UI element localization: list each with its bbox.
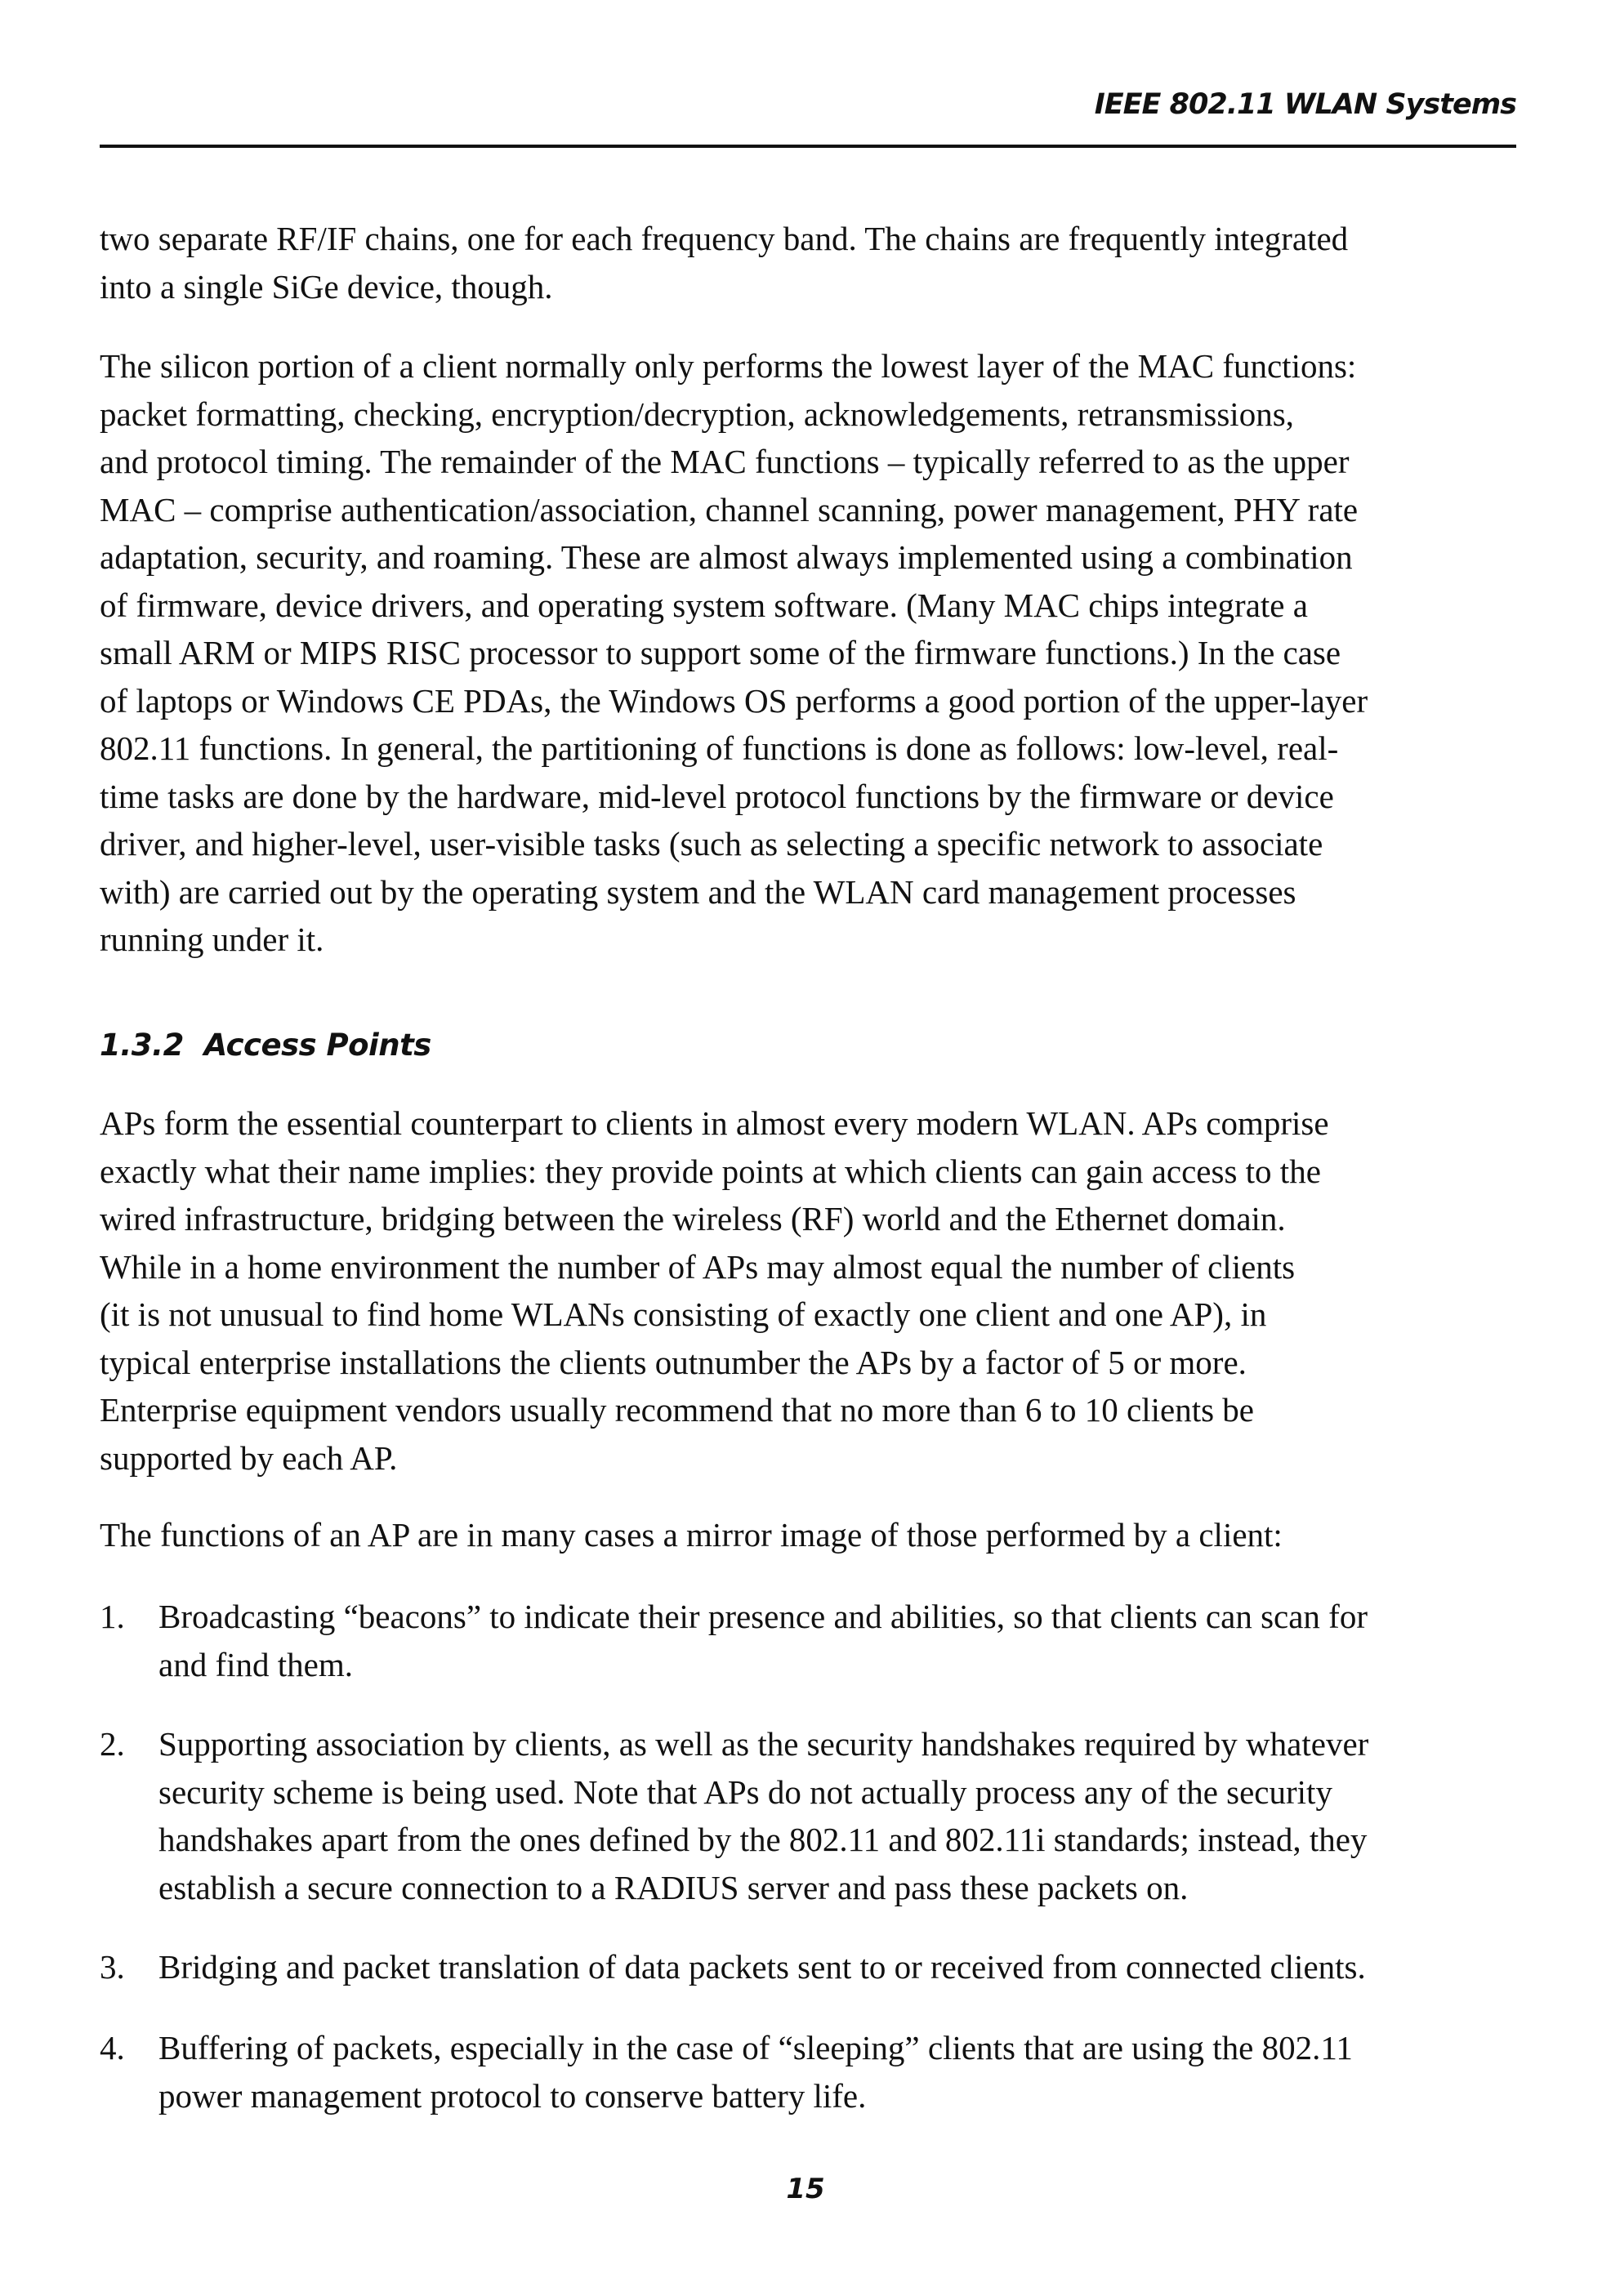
text-line: 802.11 functions. In general, the partitioning of functions is done as follows: low-level, real- — [100, 729, 1339, 767]
paragraph — [100, 215, 1348, 310]
text-line: of laptops or Windows CE PDAs, the Windows OS performs a good portion of the upper-layer — [100, 681, 1368, 720]
paragraph — [100, 1511, 1283, 1559]
section-heading — [100, 1028, 431, 1063]
list-number: 3. — [100, 1948, 125, 1986]
text-line: APs form the essential counterpart to clients in almost every modern WLAN. APs comprise — [100, 1104, 1329, 1142]
text-line: Enterprise equipment vendors usually recommend that no more than 6 to 10 clients be — [100, 1391, 1254, 1429]
paragraph — [100, 342, 1368, 964]
text-line: and find them. — [158, 1645, 353, 1683]
text-line: While in a home environment the number of APs may almost equal the number of clients — [100, 1247, 1296, 1286]
list-text — [158, 1593, 1368, 1688]
list-text — [158, 2024, 1353, 2120]
text-line: small ARM or MIPS RISC processor to support some of the firmware functions.) In the case — [100, 634, 1341, 671]
text-line: Bridging and packet translation of data packets sent to or received from connected clients. — [158, 1948, 1366, 1986]
text-line: MAC – comprise authentication/association, channel scanning, power management, PHY rate — [100, 490, 1359, 528]
text-line: running under it. — [100, 921, 324, 958]
header-rule — [100, 145, 1516, 148]
text-line: exactly what their name implies: they provide points at which clients can gain access to the — [100, 1152, 1321, 1190]
section-number: 1.3.2 — [100, 1028, 184, 1063]
text-line: packet formatting, checking, encryption/decryption, acknowledgements, retransmissions, — [100, 395, 1294, 433]
text-line: Buffering of packets, especially in the case of “sleeping” clients that are using the 802.11 — [158, 2029, 1353, 2066]
list-text — [158, 1720, 1368, 1911]
text-line: security scheme is being used. Note that APs do not actually process any of the security — [158, 1772, 1332, 1811]
text-line: handshakes apart from the ones defined by the 802.11 and 802.11i standards; instead, they — [158, 1821, 1368, 1858]
text-line: into a single SiGe device, though. — [100, 267, 553, 305]
text-line: Broadcasting “beacons” to indicate their presence and abilities, so that clients can scan for — [158, 1598, 1368, 1635]
text-line: The silicon portion of a client normally only performs the lowest layer of the MAC functions: — [100, 347, 1357, 385]
text-line: supported by each AP. — [100, 1438, 398, 1477]
list-number: 1. — [100, 1598, 125, 1635]
list-number: 2. — [100, 1725, 125, 1763]
text-line: of firmware, device drivers, and operating system software. (Many MAC chips integrate a — [100, 586, 1308, 624]
text-line: and protocol timing. The remainder of the MAC functions – typically referred to as the upper — [100, 443, 1350, 480]
page-number: 15 — [786, 2173, 825, 2205]
text-line: establish a secure connection to a RADIUS server and pass these packets on. — [158, 1868, 1189, 1906]
text-line: with) are carried out by the operating system and the WLAN card management processes — [100, 872, 1296, 911]
text-line: adaptation, security, and roaming. These are almost always implemented using a combination — [100, 538, 1353, 576]
running-header: IEEE 802.11 WLAN Systems — [1094, 88, 1516, 121]
text-line: wired infrastructure, bridging between the wireless (RF) world and the Ethernet domain. — [100, 1200, 1286, 1237]
text-line: The functions of an AP are in many cases a mirror image of those performed by a client: — [100, 1516, 1283, 1554]
list-number: 4. — [100, 2029, 125, 2066]
text-line: Supporting association by clients, as well as the security handshakes required by whatever — [158, 1725, 1369, 1763]
section-title: Access Points — [203, 1028, 431, 1063]
text-line: time tasks are done by the hardware, mid-level protocol functions by the firmware or device — [100, 777, 1334, 815]
paragraph — [100, 1099, 1329, 1482]
list-text — [158, 1943, 1366, 1991]
text-line: driver, and higher-level, user-visible tasks (such as selecting a specific network to associate — [100, 825, 1323, 863]
text-line: power management protocol to conserve battery life. — [158, 2076, 867, 2115]
text-line: two separate RF/IF chains, one for each frequency band. The chains are frequently integrated — [100, 220, 1349, 257]
text-line: typical enterprise installations the clients outnumber the APs by a factor of 5 or more. — [100, 1343, 1247, 1381]
text-line: (it is not unusual to find home WLANs consisting of exactly one client and one AP), in — [100, 1295, 1267, 1333]
